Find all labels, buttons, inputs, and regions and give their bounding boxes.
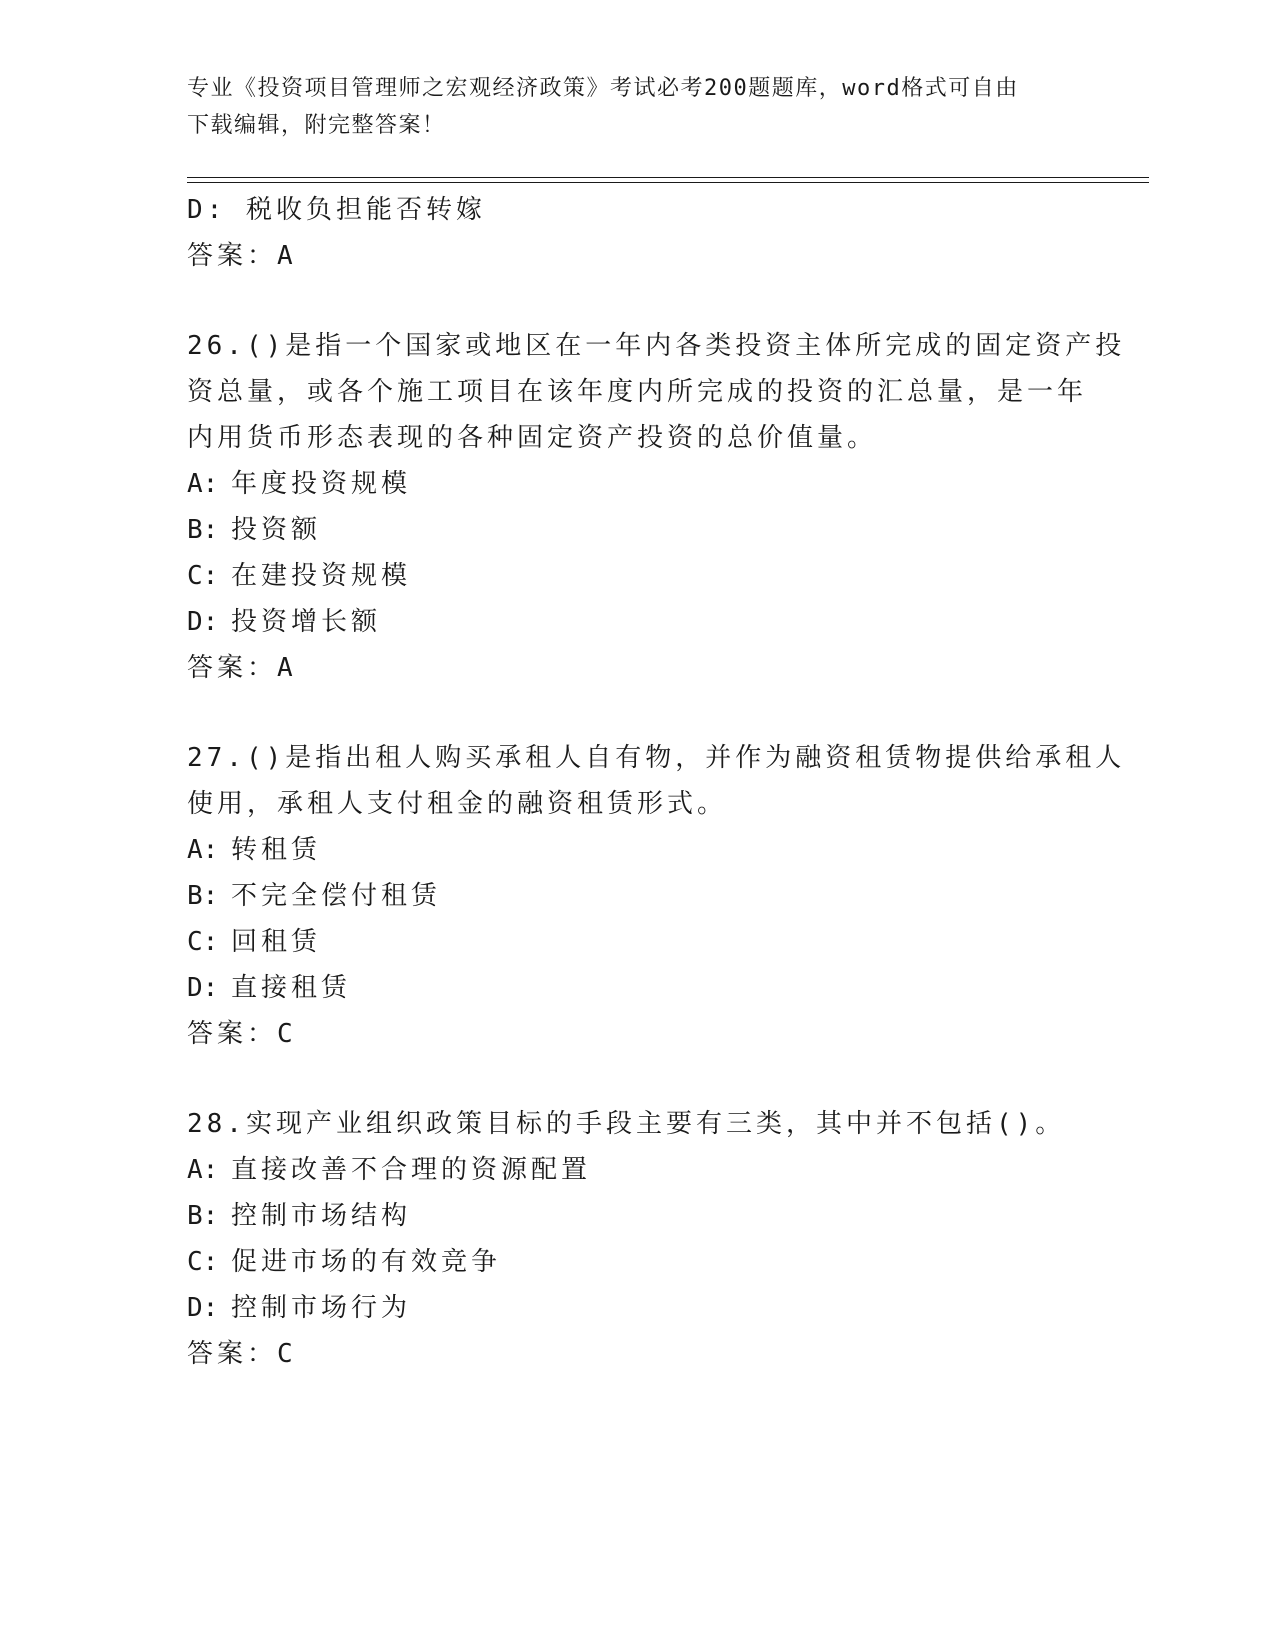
option-letter: A: — [187, 469, 219, 499]
answer-line: 答案：C — [187, 1339, 297, 1369]
option-text: 年度投资规模 — [231, 469, 412, 499]
answer-line: 答案：A — [187, 653, 297, 683]
question-28 — [187, 1101, 1087, 1377]
option-b — [187, 873, 1087, 919]
option-letter: D: — [187, 973, 219, 1003]
document-header — [187, 70, 1067, 144]
spacer — [187, 1057, 1087, 1101]
option-text: 投资额 — [231, 515, 322, 545]
option-text: 在建投资规模 — [231, 561, 412, 591]
option-text: 直接租赁 — [231, 973, 352, 1003]
option-c — [187, 553, 1087, 599]
option-b — [187, 507, 1087, 553]
answer-line: 答案：C — [187, 1019, 297, 1049]
option-d — [187, 965, 1087, 1011]
option-a — [187, 461, 1087, 507]
question-text-line: 26.()是指一个国家或地区在一年内各类投资主体所完成的固定资产投 — [187, 331, 1126, 361]
option-letter: B: — [187, 881, 219, 911]
question-text-line: 内用货币形态表现的各种固定资产投资的总价值量。 — [187, 423, 878, 453]
option-text: 不完全偿付租赁 — [231, 881, 442, 911]
option-letter: D: — [187, 607, 219, 637]
option-d — [187, 599, 1087, 645]
option-letter: B: — [187, 515, 219, 545]
question-26 — [187, 323, 1126, 691]
question-27 — [187, 735, 1126, 1057]
header-rule-bottom — [187, 182, 1149, 183]
option-text: 控制市场行为 — [231, 1293, 412, 1323]
question-28-text — [187, 1101, 1087, 1147]
question-content — [187, 187, 1126, 1377]
option-text: 转租赁 — [231, 835, 322, 865]
spacer — [187, 279, 1087, 323]
document-page — [187, 0, 1147, 1650]
option-a — [187, 827, 1087, 873]
option-text: 投资增长额 — [231, 607, 382, 637]
option-letter: C: — [187, 1247, 219, 1277]
prev-question-tail — [187, 187, 1087, 279]
question-text-line: 28.实现产业组织政策目标的手段主要有三类，其中并不包括()。 — [187, 1109, 1066, 1139]
option-text: 促进市场的有效竞争 — [231, 1247, 502, 1277]
option-letter: B: — [187, 1201, 219, 1231]
option-letter: A: — [187, 835, 219, 865]
option-a — [187, 1147, 1087, 1193]
option-c — [187, 919, 1087, 965]
header-rule-top — [187, 177, 1149, 178]
option-letter: A: — [187, 1155, 219, 1185]
option-text: 直接改善不合理的资源配置 — [231, 1155, 592, 1185]
option-letter: C: — [187, 561, 219, 591]
prev-option-d: D: 税收负担能否转嫁 — [187, 195, 486, 225]
question-26-text — [187, 323, 1126, 461]
question-27-text — [187, 735, 1126, 827]
option-letter: D: — [187, 1293, 219, 1323]
option-text: 回租赁 — [231, 927, 322, 957]
option-letter: C: — [187, 927, 219, 957]
header-line-2: 下载编辑，附完整答案！ — [187, 113, 446, 138]
spacer — [187, 691, 1087, 735]
option-text: 控制市场结构 — [231, 1201, 412, 1231]
option-d — [187, 1285, 1087, 1331]
prev-answer: 答案：A — [187, 241, 297, 271]
option-c — [187, 1239, 1087, 1285]
question-text-line: 27.()是指出租人购买承租人自有物，并作为融资租赁物提供给承租人 — [187, 743, 1126, 773]
option-b — [187, 1193, 1087, 1239]
question-text-line: 资总量，或各个施工项目在该年度内所完成的投资的汇总量，是一年 — [187, 377, 1088, 407]
question-text-line: 使用，承租人支付租金的融资租赁形式。 — [187, 789, 728, 819]
header-line-1: 专业《投资项目管理师之宏观经济政策》考试必考200题题库，word格式可自由 — [187, 76, 1019, 101]
